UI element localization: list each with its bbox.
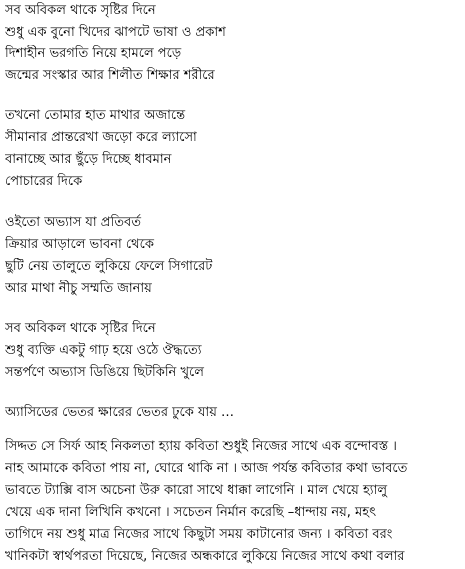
poem-line: ক্রিয়ার আড়ালে ভাবনা থেকে — [5, 237, 154, 252]
poem-line: সব অবিকল থাকে সৃষ্টির দিনে — [5, 321, 156, 336]
poem-line: বানাচ্ছে আর ছুঁড়ে দিচ্ছে ধাবমান — [5, 152, 172, 167]
poem-line: তখনো তোমার হাত মাথার অজান্তে — [5, 108, 186, 123]
prose-line: নাহ আমাকে কবিতা পায় না, ঘোরে থাকি না । আজ পর্যন্ত কবিতার কথা ভাবতে — [5, 461, 408, 476]
poem-line: জন্মের সংস্কার আর শিলীত শিক্ষার শরীরে — [5, 68, 215, 83]
poem-line: আর মাথা নীচু সম্মতি জানায় — [5, 281, 152, 296]
poem-line: সীমানার প্রান্তরেখা জড়ো করে ল্যাসো — [5, 130, 197, 145]
prose-line: খানিকটা স্বার্থপরতা দিয়েছে, নিজের অন্ধকারে লুকিয়ে নিজের সাথে কথা বলার — [5, 549, 405, 564]
prose-line: সিদ্দত সে সির্ফ আহ নিকলতা হ্যায় কবিতা শুধুই নিজের সাথে এক বন্দোবস্ত । — [5, 439, 397, 454]
poem-line: সন্তর্পণে অভ্যাস ডিঙিয়ে ছিটকিনি খুলে — [5, 365, 204, 380]
prose-line: তাগিদে নয় শুধু মাত্র নিজের সাথে কিছুটা সময় কাটানোর জন্য । কবিতা বরং — [5, 527, 393, 542]
prose-line: খেয়ে এক দানা লিখিনি কখনো । সচেতন নির্মান করেছি –ধান্দায় নয়, মহৎ — [5, 505, 377, 520]
poem-line: শুধু এক বুনো খিদের ঝাপটে ভাষা ও প্রকাশ — [5, 25, 226, 40]
poem-line: ওইতো অভ্যাস যা প্রতিবর্ত — [5, 215, 141, 230]
poem-line: সব অবিকল থাকে সৃষ্টির দিনে — [5, 3, 156, 18]
poem-line: শুধু ব্যক্তি একটু গাঢ় হয়ে ওঠে ঔদ্ধত্যে — [5, 343, 202, 358]
prose-line: ভাবতে ট্যাক্সি বাস অচেনা উরু কারো সাথে ধাক্কা লাগেনি । মাল খেয়ে হ্যালু — [5, 483, 388, 498]
poem-line: ছুটি নেয় তালুতে লুকিয়ে ফেলে সিগারেট — [5, 259, 213, 274]
poem-line: অ্যাসিডের ভেতর ক্ষারের ভেতর ঢুকে যায় … — [5, 405, 234, 420]
poem-line: দিশাহীন ভরগতি নিয়ে হামলে পড়ে — [5, 46, 182, 61]
poem-line: পোচারের দিকে — [5, 174, 83, 189]
